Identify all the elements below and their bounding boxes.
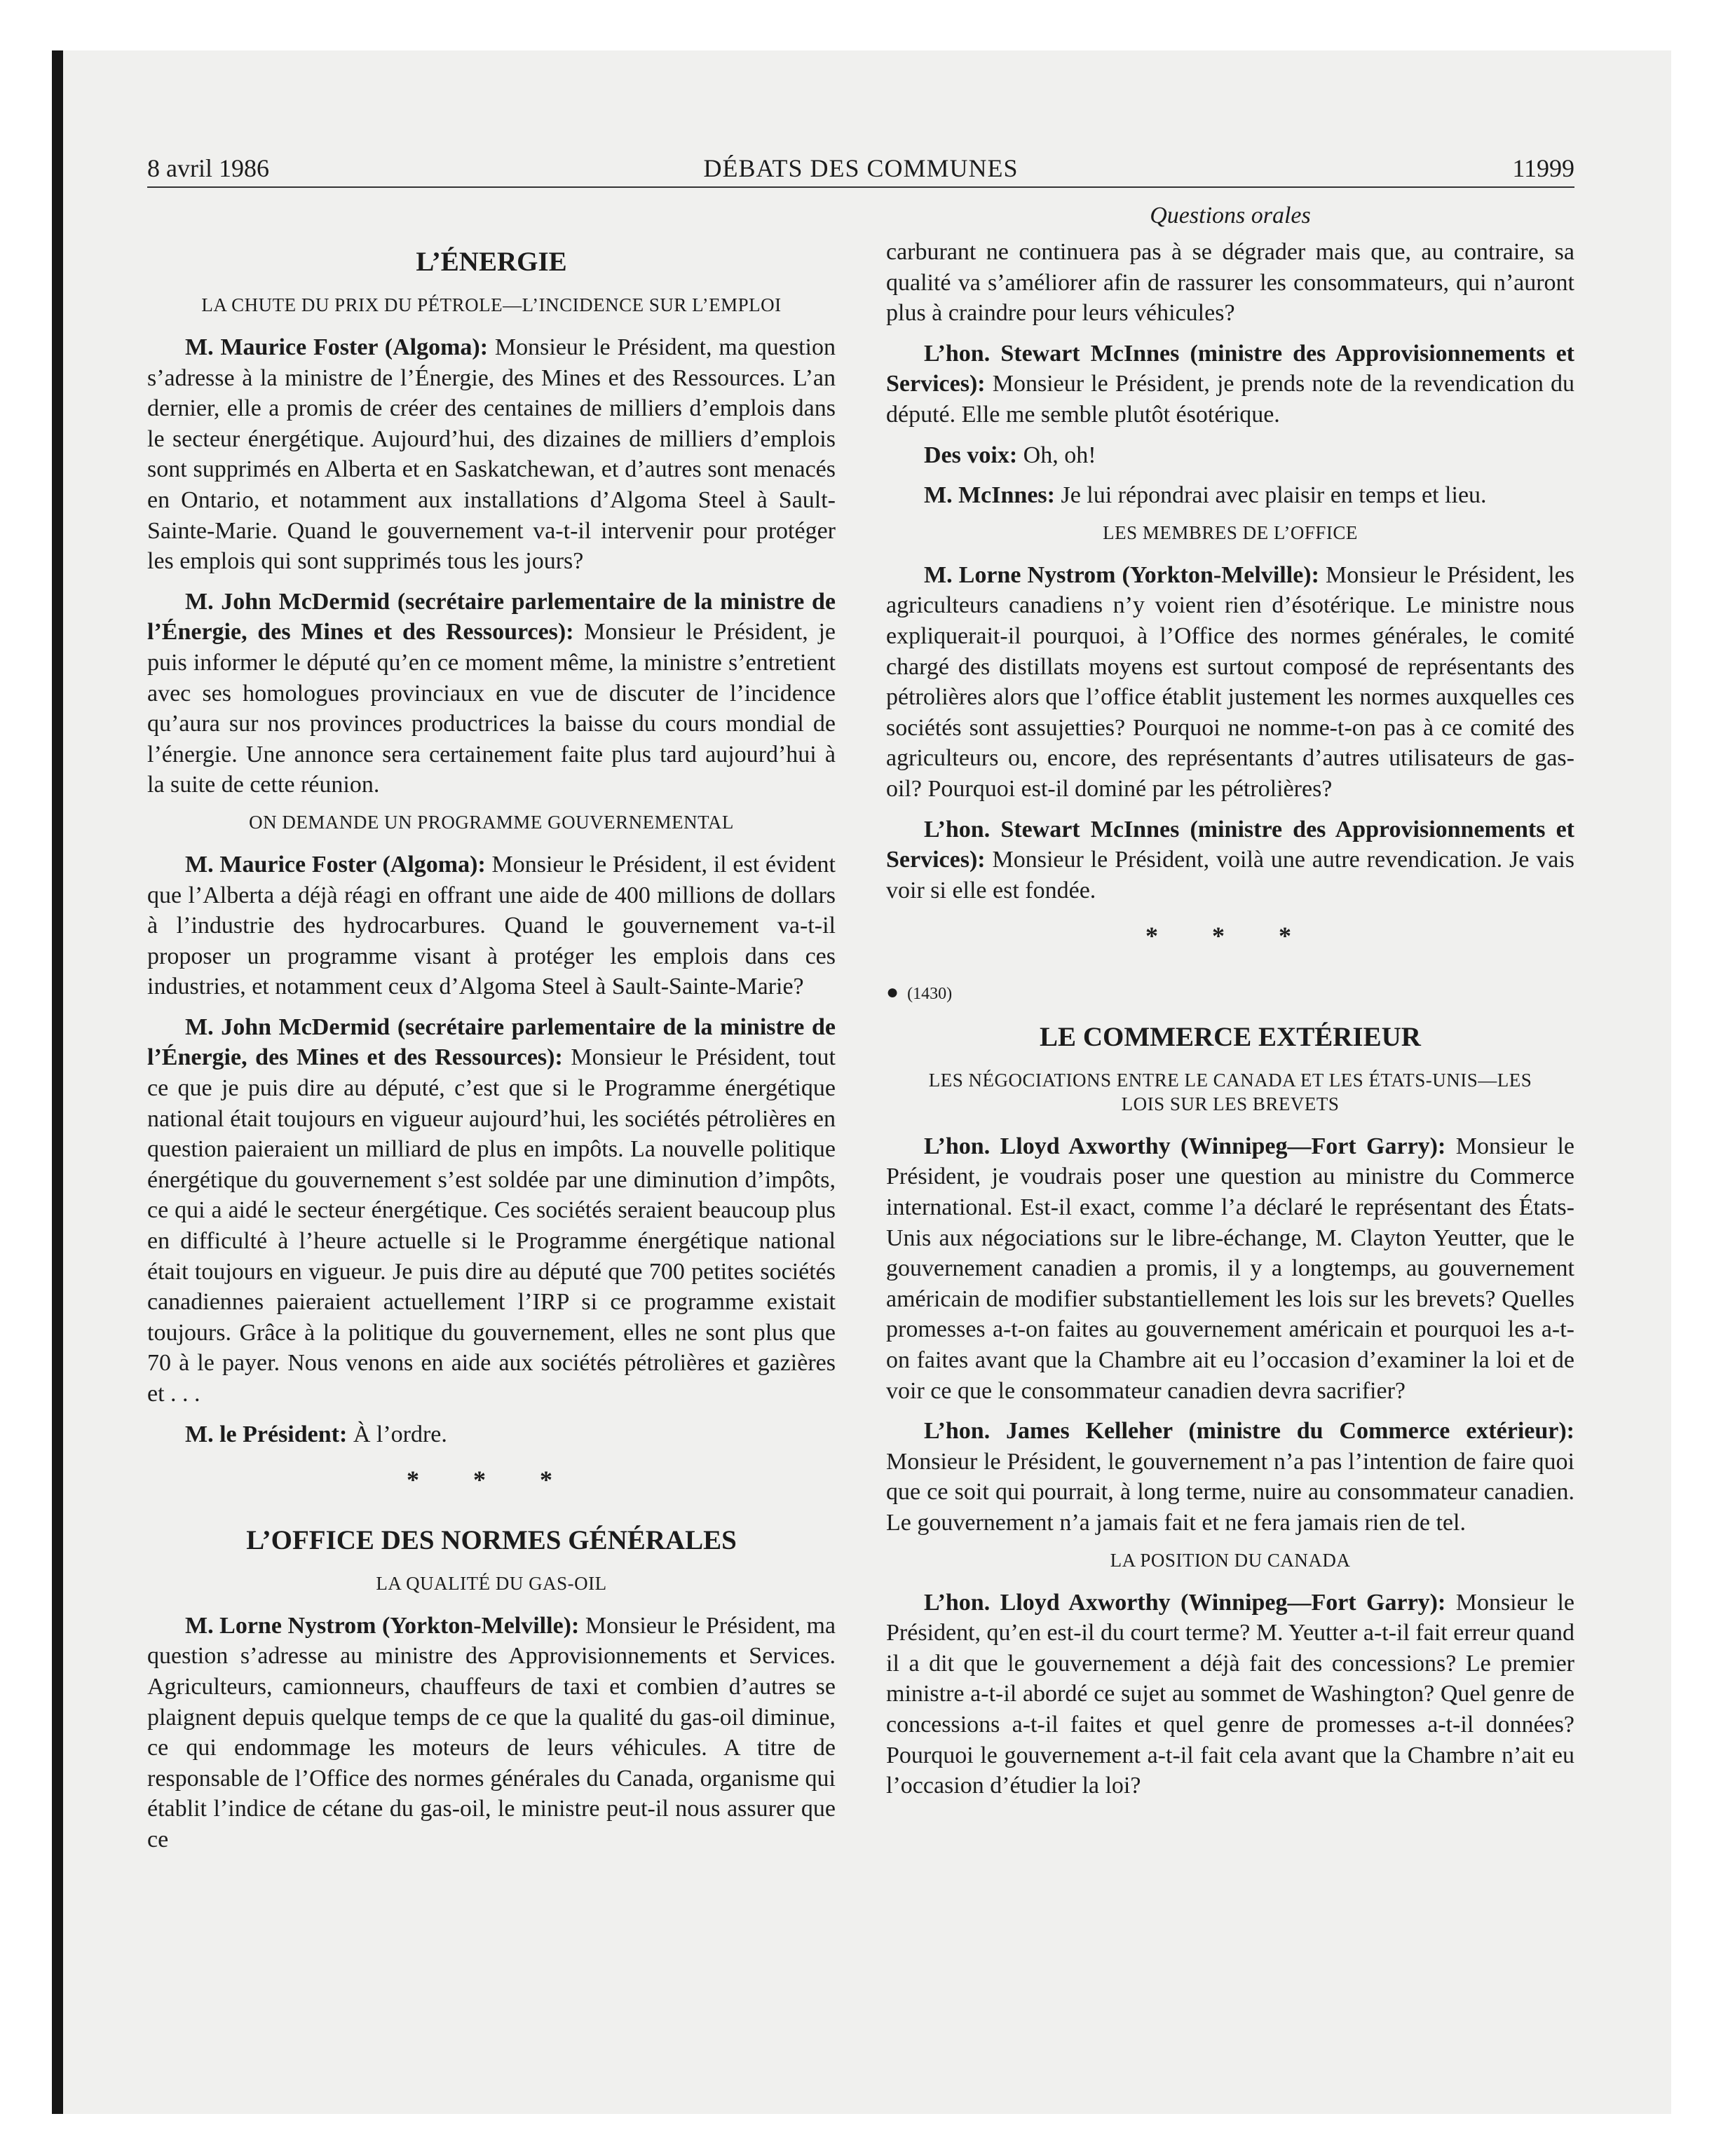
right-column xyxy=(886,237,1574,1811)
paragraph xyxy=(147,1012,836,1410)
speech-text: Monsieur le Président, le gouvernement n’a pas l’intention de faire quoi que ce soit qui pourrait, à long terme, nuire au consommateur canadien. Le gouvernement n’a jamais fait et ne fera jamais rien de tel. xyxy=(886,1448,1574,1536)
paragraph xyxy=(886,814,1574,906)
header-title: DÉBATS DES COMMUNES xyxy=(703,154,1019,182)
subheading-patent-laws: LES NÉGOCIATIONS ENTRE LE CANADA ET LES ÉTATS-UNIS—LES LOIS SUR LES BREVETS xyxy=(928,1069,1532,1114)
paragraph xyxy=(886,339,1574,430)
subheading-government-program: ON DEMANDE UN PROGRAMME GOUVERNEMENTAL xyxy=(249,811,734,833)
speaker-name: M. Lorne Nystrom (Yorkton-Melville): xyxy=(185,1612,580,1639)
subheading-board-members: LES MEMBRES DE L’OFFICE xyxy=(1103,521,1358,543)
header-date: 8 avril 1986 xyxy=(147,154,269,182)
paragraph xyxy=(147,1611,836,1855)
speaker-name: M. le Président: xyxy=(185,1421,348,1447)
header-page-number: 11999 xyxy=(1512,154,1574,182)
time-marker xyxy=(886,978,1574,1008)
speaker-name: M. Lorne Nystrom (Yorkton-Melville): xyxy=(924,561,1319,588)
paragraph xyxy=(147,1419,836,1450)
left-column xyxy=(147,237,836,1865)
speech-text: Monsieur le Président, les agriculteurs canadiens n’y voient rien d’ésotérique. Le ministre nous expliquerait-il pourquoi, à l’Office des normes générales, le comité chargé des distillats moyens est surtout composé de représentants des pétrolières alors que l’office établit justement les normes auxquelles ces sociétés sont assujetties? Pourquoi ne nomme-t-on pas à ce comité des agriculteurs ou, encore, des représentants d’autres utilisateurs de gas-oil? Pourquoi est-il dominé par les pétrolières? xyxy=(886,561,1574,802)
speech-text: Monsieur le Président, je puis informer le député qu’en ce moment même, la ministre s’entretient avec ses homologues provinciaux en vue de discuter de l’incidence qu’aura sur nos provinces productrices la baisse du cours mondial de l’énergie. Une annonce sera certainement faite plus tard aujourd’hui à la suite de cette réunion. xyxy=(147,619,836,798)
speech-text: À l’ordre. xyxy=(347,1421,447,1447)
speaker-name: M. John McDermid (secrétaire parlementaire de la ministre de l’Énergie, des Mines et des Ressources): xyxy=(147,1014,836,1071)
speech-text: Monsieur le Président, ma question s’adresse à la ministre de l’Énergie, des Mines et des Ressources. L’an dernier, elle a promis de créer des centaines de milliers d’emplois dans le secteur énergétique. Aujourd’hui, des dizaines de milliers d’emplois sont supprimés en Alberta et en Saskatchewan, et d’autres sont menacés en Ontario, et notamment aux installations d’Algoma Steel à Sault-Sainte-Marie. Quand le gouvernement va-t-il intervenir pour protéger les emplois qui sont supprimés tous les jours? xyxy=(147,334,836,575)
speaker-name: Des voix: xyxy=(924,442,1018,468)
speech-text: carburant ne continuera pas à se dégrader mais que, au contraire, sa qualité va s’améliorer afin de rassurer les consommateurs, qui n’auront plus à craindre pour leurs véhicules? xyxy=(886,239,1574,327)
speaker-name: M. John McDermid (secrétaire parlementaire de la ministre de l’Énergie, des Mines et des Ressources): xyxy=(147,588,836,646)
speech-text: Monsieur le Président, je voudrais poser une question au ministre du Commerce international. Est-il exact, comme l’a déclaré le représentant des États-Unis aux négociations sur le libre-échange, M. Clayton Yeutter, que le gouvernement canadien a promis, il y a longtemps, au gouvernement américain de modifier substantiellement les lois sur les brevets? Quelles promesses a-t-on faites au gouvernement américain et pourquoi les a-t-on faites avant que la Chambre ait eu l’occasion d’examiner la loi et de voir ce que le consommateur canadien devra sacrifier? xyxy=(886,1133,1574,1404)
speech-text: Monsieur le Président, je prends note de la revendication du député. Elle me semble plutôt ésotérique. xyxy=(886,371,1574,428)
speaker-name: L’hon. James Kelleher (ministre du Commerce extérieur): xyxy=(924,1418,1574,1445)
bullet-icon: ● xyxy=(886,980,899,1004)
speech-text: Monsieur le Président, voilà une autre revendication. Je vais voir si elle est fondée. xyxy=(886,847,1574,903)
paragraph xyxy=(147,850,836,1002)
speaker-name: L’hon. Stewart McInnes (ministre des Approvisionnements et Services): xyxy=(886,816,1574,873)
speaker-name: M. McInnes: xyxy=(924,482,1055,509)
subheading-oil-price: LA CHUTE DU PRIX DU PÉTROLE—L’INCIDENCE SUR L’EMPLOI xyxy=(201,294,782,315)
header-rule xyxy=(147,186,1574,188)
heading-foreign-trade: LE COMMERCE EXTÉRIEUR xyxy=(1040,1021,1421,1052)
speaker-name: M. Maurice Foster (Algoma): xyxy=(185,334,489,360)
paragraph xyxy=(886,1588,1574,1801)
scan-border xyxy=(52,50,63,2114)
paragraph xyxy=(886,480,1574,511)
paragraph xyxy=(886,440,1574,471)
speech-text: Oh, oh! xyxy=(1017,442,1096,468)
paragraph xyxy=(886,1416,1574,1538)
speaker-name: M. Maurice Foster (Algoma): xyxy=(185,851,486,878)
section-label: Questions orales xyxy=(1150,203,1311,228)
page-header xyxy=(147,151,1574,185)
paragraph xyxy=(886,1131,1574,1406)
speaker-name: L’hon. Stewart McInnes (ministre des Approvisionnements et Services): xyxy=(886,340,1574,397)
time-marker-label: (1430) xyxy=(907,984,953,1003)
subheading-canada-position: LA POSITION DU CANADA xyxy=(1110,1549,1351,1571)
paragraph xyxy=(886,237,1574,329)
speech-text: Monsieur le Président, qu’en est-il du court terme? M. Yeutter a-t-il fait erreur quand il a dit que le gouvernement a déjà fait des concessions? Le premier ministre a-t-il abordé ce sujet au sommet de Washington? Quel genre de concessions a-t-il faites et quel genre de promesses a-t-il données? Pourquoi le gouvernement a-t-il fait cela avant que la Chambre n’ait eu l’occasion d’étudier la loi? xyxy=(886,1589,1574,1799)
heading-standards-board: L’OFFICE DES NORMES GÉNÉRALES xyxy=(246,1524,737,1555)
subheading-diesel-quality: LA QUALITÉ DU GAS-OIL xyxy=(376,1572,607,1594)
speaker-name: L’hon. Lloyd Axworthy (Winnipeg—Fort Garry): xyxy=(924,1133,1446,1159)
heading-energy: L’ÉNERGIE xyxy=(416,247,567,277)
paragraph xyxy=(886,560,1574,805)
speaker-name: L’hon. Lloyd Axworthy (Winnipeg—Fort Garry): xyxy=(924,1589,1446,1616)
paragraph xyxy=(147,587,836,800)
speech-text: Monsieur le Président, il est évident que l’Alberta a déjà réagi en offrant une aide de 400 millions de dollars à l’industrie des hydrocarbures. Quand le gouvernement va-t-il proposer un programme visant à protéger les emplois dans ces industries, et notamment ceux d’Algoma Steel à Sault-Sainte-Marie? xyxy=(147,851,836,1000)
section-separator: * * * xyxy=(1145,922,1315,950)
speech-text: Monsieur le Président, ma question s’adresse au ministre des Approvisionnements et Services. Agriculteurs, camionneurs, chauffeurs de taxi et combien d’autres se plaignent depuis quelque temps de ce que la qualité du gas-oil diminue, ce qui endommage les moteurs de leurs véhicules. A titre de responsable de l’Office des normes générales du Canada, organisme qui établit l’indice de cétane du gas-oil, le ministre peut-il nous assurer que ce xyxy=(147,1612,836,1853)
paragraph xyxy=(147,332,836,577)
speech-text: Je lui répondrai avec plaisir en temps et lieu. xyxy=(1054,482,1487,509)
section-separator: * * * xyxy=(407,1466,576,1494)
speech-text: Monsieur le Président, tout ce que je puis dire au député, c’est que si le Programme énergétique national était toujours en vigueur aujourd’hui, les sociétés pétrolières en question paieraient un milliard de plus en impôts. La nouvelle politique énergétique du gouvernement s’est soldée par une diminution d’impôts, ce qui a aidé le secteur énergétique. Ces sociétés seraient beaucoup plus en difficulté à l’heure actuelle si le Programme énergétique national était toujours en vigueur. Je puis dire au député que 700 petites sociétés canadiennes paieraient actuellement l’IRP si ce programme existait toujours. Grâce à la politique du gouvernement, elles ne sont plus que 70 à le payer. Nous venons en aide aux sociétés pétrolières et gazières et . . . xyxy=(147,1044,836,1407)
